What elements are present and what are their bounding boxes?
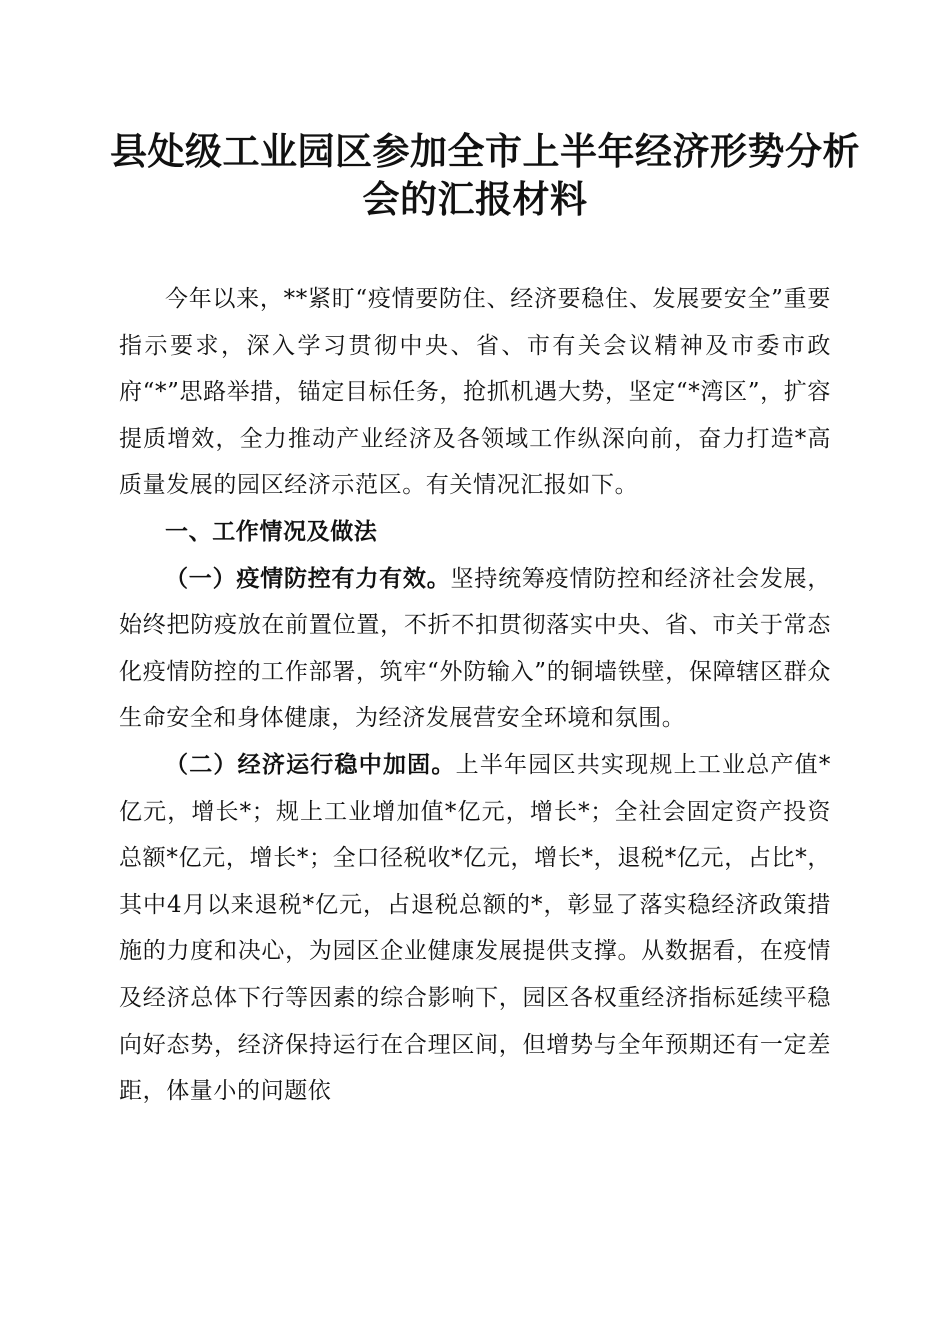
intro-paragraph: 今年以来，**紧盯“疫情要防住、经济要稳住、发展要安全”重要指示要求，深入学习贯彻中央、省、市有关会议精神及市委市政府“*”思路举措，锚定目标任务，抢抓机遇大势，坚定“*湾区”，扩容提质增效，全力推动产业经济及各领域工作纵深向前，奋力打造*高质量发展的园区经济示范区。有关情况汇报如下。 bbox=[119, 286, 831, 499]
item-paragraph-1 bbox=[119, 556, 831, 742]
section-heading-1: 一、工作情况及做法 bbox=[165, 518, 378, 545]
title-line-2: 会的汇报材料 bbox=[362, 178, 588, 221]
item-paragraph-2 bbox=[119, 742, 831, 1115]
item-heading-2: （二）经济运行稳中加固。 bbox=[165, 751, 456, 778]
title-line-1: 县处级工业园区参加全市上半年经济形势分析 bbox=[110, 130, 860, 173]
document-body bbox=[119, 276, 831, 1115]
item-text-1: 坚持统筹疫情防控和经济社会发展，始终把防疫放在前置位置，不折不扣贯彻落实中央、省、市关于常态化疫情防控的工作部署，筑牢“外防输入”的铜墙铁壁，保障辖区群众生命安全和身体健康，为经济发展营安全环境和氛围。 bbox=[119, 565, 831, 732]
item-heading-1: （一）疫情防控有力有效。 bbox=[165, 565, 451, 592]
item-text-2: 上半年园区共实现规上工业总产值*亿元，增长*；规上工业增加值*亿元，增长*；全社会固定资产投资总额*亿元，增长*；全口径税收*亿元，增长*，退税*亿元，占比*，其中4月以来退税*亿元，占退税总额的*，彰显了落实稳经济政策措施的力度和决心，为园区企业健康发展提供支撑。从数据看，在疫情及经济总体下行等因素的综合影响下，园区各权重经济指标延续平稳向好态势，经济保持运行在合理区间，但增势与全年预期还有一定差距，体量小的问题依 bbox=[119, 751, 831, 1105]
document-title bbox=[110, 128, 860, 224]
